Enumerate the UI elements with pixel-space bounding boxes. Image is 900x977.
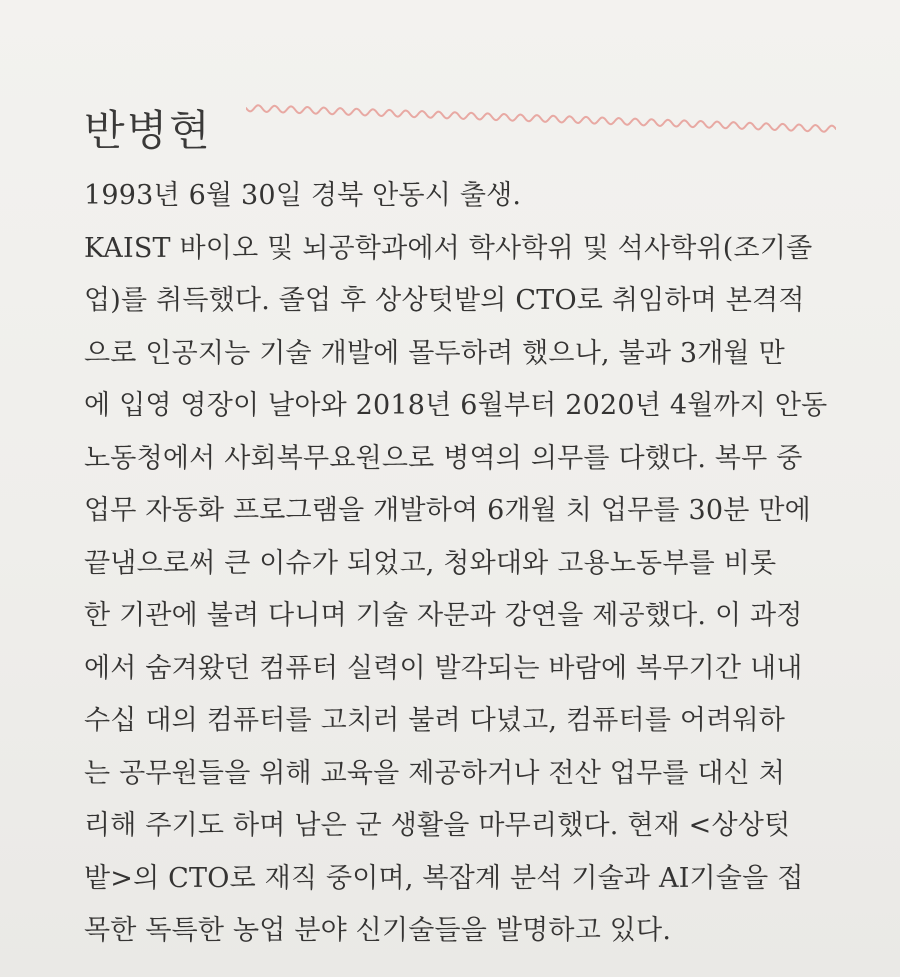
wavy-divider-line — [246, 98, 836, 138]
bio-line: 에서 숨겨왔던 컴퓨터 실력이 발각되는 바람에 복무기간 내내 — [84, 652, 803, 684]
bio-line: 에 입영 영장이 날아와 2018년 6월부터 2020년 4월까지 안동 — [84, 390, 828, 421]
bio-line: 한 기관에 불려 다니며 기술 자문과 강연을 제공했다. 이 과정 — [84, 600, 803, 631]
bio-line: 업)를 취득했다. 졸업 후 상상텃밭의 CTO로 취임하며 본격적 — [84, 285, 805, 316]
bio-line: 목한 독특한 농업 분야 신기술들을 발명하고 있다. — [84, 915, 672, 946]
bio-line: 끝냄으로써 큰 이슈가 되었고, 청와대와 고용노동부를 비롯 — [84, 547, 777, 579]
bio-line: 수십 대의 컴퓨터를 고치러 불려 다녔고, 컴퓨터를 어려워하 — [84, 705, 786, 736]
bio-line: 업무 자동화 프로그램을 개발하여 6개월 치 업무를 30분 만에 — [84, 495, 811, 526]
bio-line: 는 공무원들을 위해 교육을 제공하거나 전산 업무를 대신 처 — [84, 757, 786, 789]
bio-line: 밭>의 CTO로 재직 중이며, 복잡계 분석 기술과 AI기술을 접 — [84, 862, 804, 894]
author-name-heading: 반병현 — [84, 106, 212, 156]
bio-line: 리해 주기도 하며 남은 군 생활을 마무리했다. 현재 <상상텃 — [84, 810, 791, 841]
bio-line: 노동청에서 사회복무요원으로 병역의 의무를 다했다. 복무 중 — [84, 442, 803, 474]
bio-line: KAIST 바이오 및 뇌공학과에서 학사학위 및 석사학위(조기졸 — [84, 232, 813, 264]
author-biography — [84, 170, 844, 958]
bio-line: 으로 인공지능 기술 개발에 몰두하려 했으나, 불과 3개월 만 — [84, 337, 785, 369]
bio-line: 1993년 6월 30일 경북 안동시 출생. — [84, 180, 522, 211]
